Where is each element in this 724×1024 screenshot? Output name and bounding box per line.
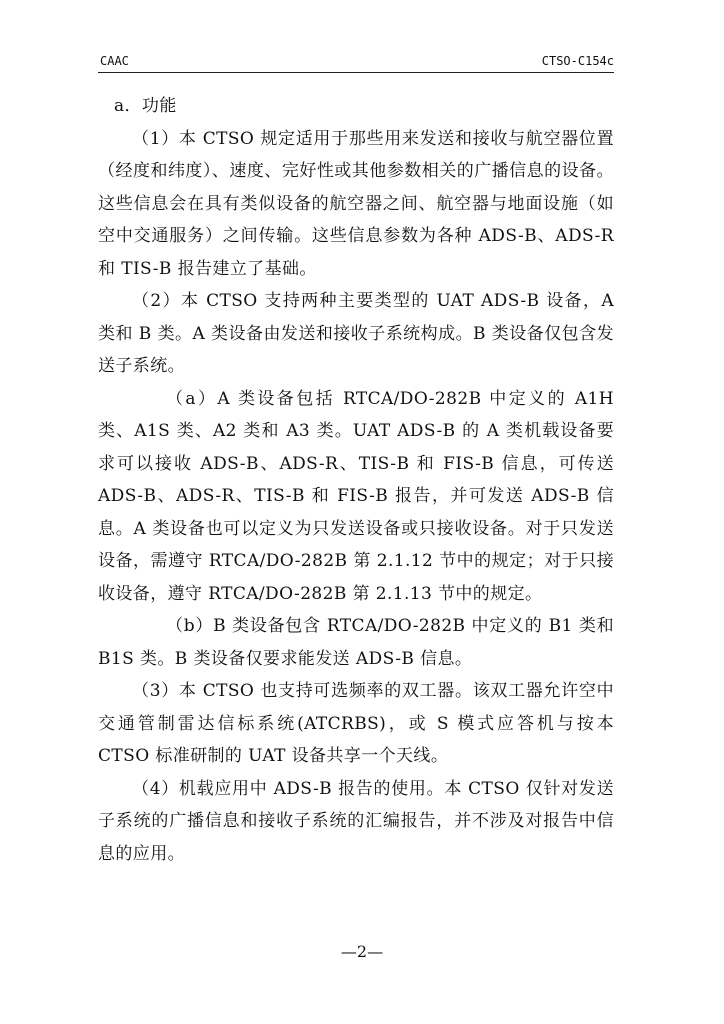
section-heading-function: a．功能 <box>114 96 177 116</box>
paragraph-4: （4）机载应用中 ADS-B 报告的使用。本 CTSO 仅针对发送子系统的广播信息和接收子系统的汇编报告，并不涉及对报告中信息的应用。 <box>98 778 614 864</box>
document-body <box>98 90 614 870</box>
paragraph-1: （1）本 CTSO 规定适用于那些用来发送和接收与航空器位置（经度和纬度）、速度、完好性或其他参数相关的广播信息的设备。这些信息会在具有类似设备的航空器之间、航空器与地面设施（如空中交通服务）之间传输。这些信息参数为各种 ADS-B、ADS-R 和 TIS-B 报告建立了基础。 <box>98 128 614 279</box>
header-right-doc-id: CTSO-C154c <box>541 54 614 68</box>
header-divider <box>98 72 614 73</box>
paragraph-2b: （b）B 类设备包含 RTCA/DO-282B 中定义的 B1 类和 B1S 类。B 类设备仅要求能发送 ADS-B 信息。 <box>98 616 614 669</box>
header-left-caac: CAAC <box>100 54 129 68</box>
page-header <box>98 52 614 72</box>
paragraph-2: （2）本 CTSO 支持两种主要类型的 UAT ADS-B 设备，A 类和 B 类。A 类设备由发送和接收子系统构成。B 类设备仅包含发送子系统。 <box>98 291 614 376</box>
paragraph-3: （3）本 CTSO 也支持可选频率的双工器。该双工器允许空中交通管制雷达信标系统(ATCRBS)，或 S 模式应答机与按本 CTSO 标准研制的 UAT 设备共享一个天线。 <box>98 681 614 766</box>
page-number: —2— <box>340 942 384 961</box>
paragraph-2a: （a）A 类设备包括 RTCA/DO-282B 中定义的 A1H 类、A1S 类、A2 类和 A3 类。UAT ADS-B 的 A 类机载设备要求可以接收 ADS-B、ADS-R、TIS-B 和 FIS-B 信息，可传送 ADS-B、ADS-R、TIS-B 和 FIS-B 报告，并可发送 ADS-B 信息。A 类设备也可以定义为只发送设备或只接收设备。对于只发送设备，需遵守 RTCA/DO-282B 第 2.1.12 节中的规定；对于只接收设备，遵守 RTCA/DO-282B 第 2.1.13 节中的规定。 <box>98 388 614 604</box>
